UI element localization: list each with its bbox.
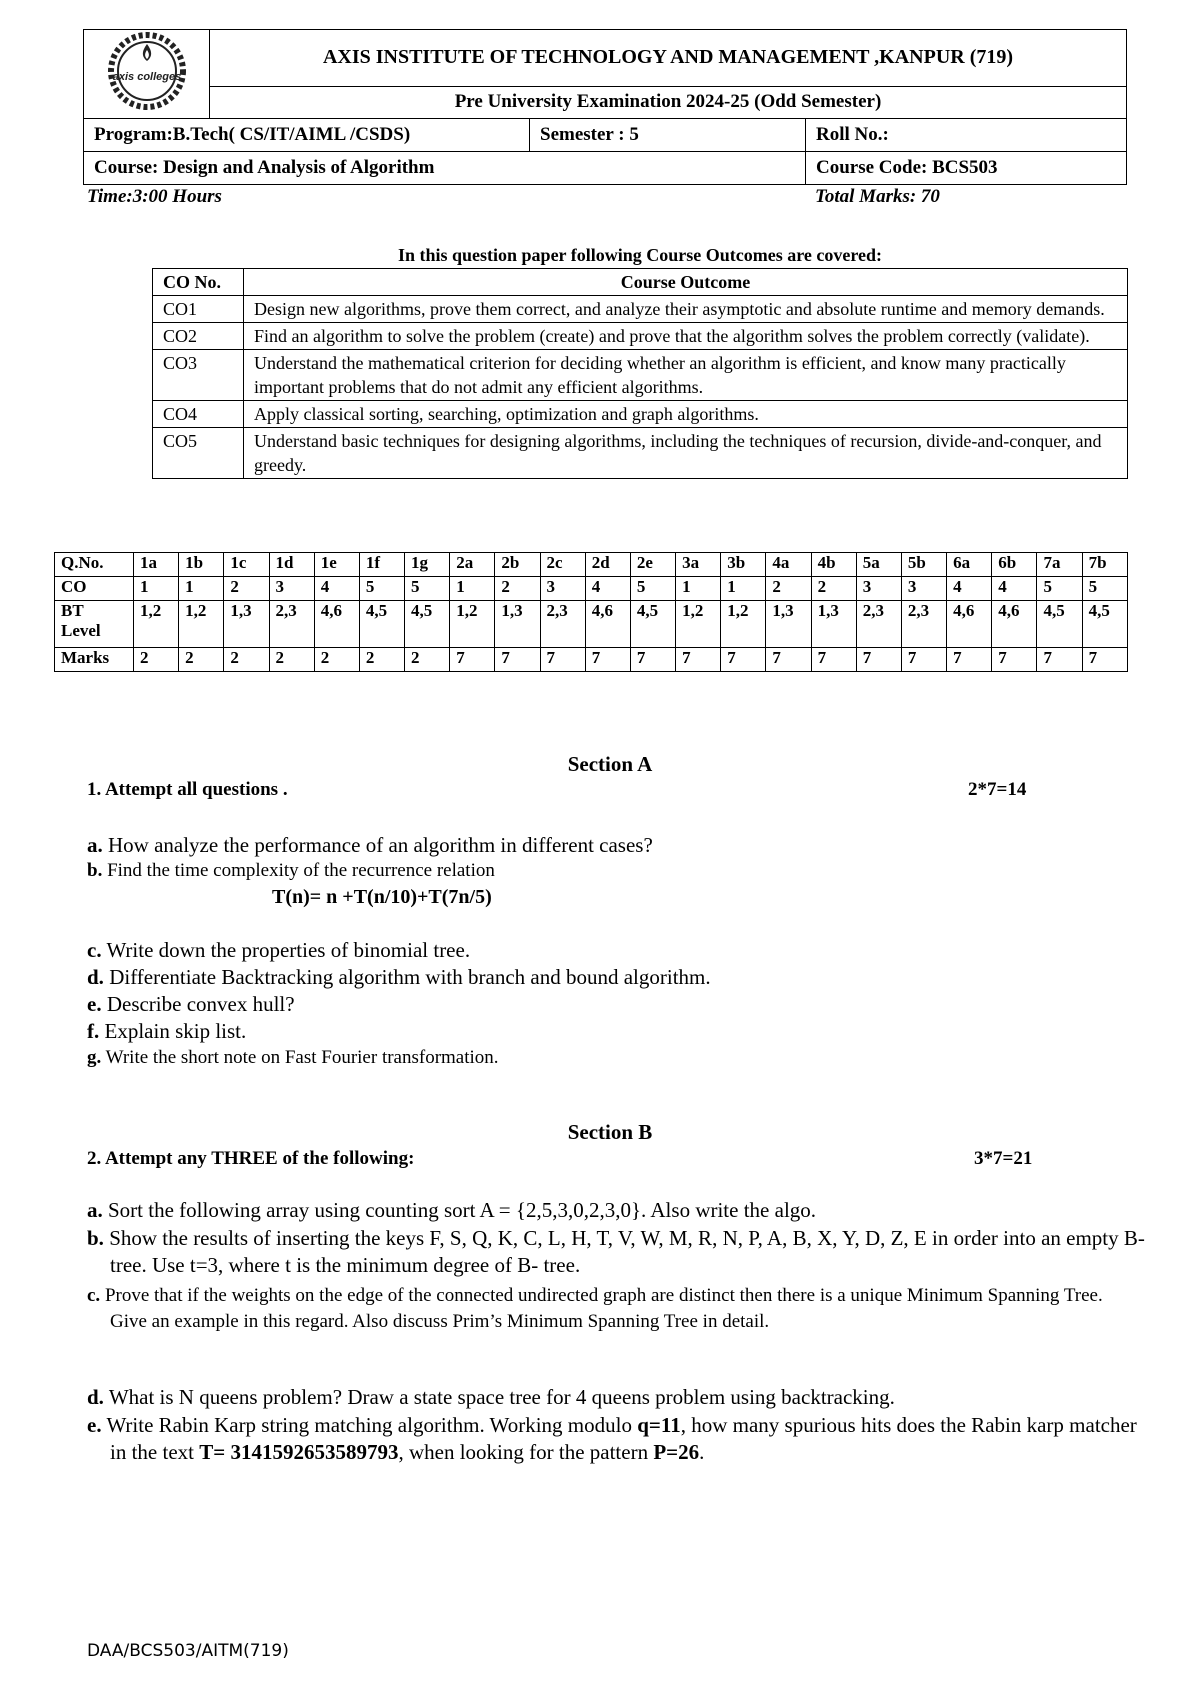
section-a-marks: 2*7=14	[968, 779, 1027, 800]
institute-name: AXIS INSTITUTE OF TECHNOLOGY AND MANAGEMENT ,KANPUR (719)	[210, 30, 1127, 87]
mapping-cell: 1g	[405, 553, 450, 577]
course-code-cell: Course Code: BCS503	[806, 152, 1127, 185]
mapping-cell: 4,5	[359, 601, 404, 648]
mapping-cell: 2b	[495, 553, 540, 577]
co-outcome: Understand basic techniques for designing algorithms, including the techniques of recursion, divide-and-conquer, and greedy.	[244, 428, 1128, 479]
mapping-cell: 7	[811, 648, 856, 672]
co-outcome: Find an algorithm to solve the problem (create) and prove that the algorithm solves the problem correctly (validate).	[244, 323, 1128, 350]
section-b-marks: 3*7=21	[974, 1148, 1033, 1169]
mapping-cell: 4,6	[992, 601, 1037, 648]
mapping-cell: 1	[676, 577, 721, 601]
question-mapping-table	[54, 552, 1128, 672]
mapping-cell: 4b	[811, 553, 856, 577]
mapping-cell: 2	[766, 577, 811, 601]
mapping-cell: 4,5	[630, 601, 675, 648]
mapping-cell: 1,2	[179, 601, 224, 648]
question-2b: b. Show the results of inserting the keys F, S, Q, K, C, L, H, T, V, W, M, R, N, P, A, B, X, Y, D, Z, E in order into an empty B-tree. Use t=3, where t is the minimum degree of B- tree.	[87, 1226, 1145, 1277]
question-1c: c. Write down the properties of binomial tree.	[87, 938, 471, 962]
mapping-cell: 3	[540, 577, 585, 601]
mapping-cell: 2	[314, 648, 359, 672]
qno-row	[55, 553, 1128, 577]
mapping-cell: 1,3	[766, 601, 811, 648]
section-b-title: Section B	[567, 1120, 653, 1144]
mapping-cell: 2	[495, 577, 540, 601]
question-1a: a. How analyze the performance of an algorithm in different cases?	[87, 833, 653, 857]
row-label: BT Level	[55, 601, 134, 648]
question-1f: f. Explain skip list.	[87, 1019, 247, 1043]
mapping-cell: 2	[224, 577, 269, 601]
mapping-cell: 2e	[630, 553, 675, 577]
mapping-cell: 4,6	[314, 601, 359, 648]
mapping-cell: 7	[992, 648, 1037, 672]
mapping-cell: 4	[314, 577, 359, 601]
mapping-cell: 7b	[1082, 553, 1127, 577]
mapping-cell: 2	[179, 648, 224, 672]
mapping-cell: 7	[450, 648, 495, 672]
row-label: Q.No.	[55, 553, 134, 577]
table-row	[153, 350, 1128, 401]
mapping-cell: 2a	[450, 553, 495, 577]
question-2e: e. Write Rabin Karp string matching algorithm. Working modulo q=11, how many spurious hits does the Rabin karp matcher in the text T= 3141592653589793, when looking for the pattern P=26.	[87, 1413, 1137, 1464]
marks-row	[55, 648, 1128, 672]
logo-text: axis colleges	[112, 71, 181, 83]
mapping-cell: 7	[721, 648, 766, 672]
co-no: CO4	[153, 401, 244, 428]
mapping-cell: 1	[721, 577, 766, 601]
co-outcome: Design new algorithms, prove them correct, and analyze their asymptotic and absolute runtime and memory demands.	[244, 296, 1128, 323]
mapping-cell: 7	[901, 648, 946, 672]
row-label: CO	[55, 577, 134, 601]
mapping-cell: 7	[585, 648, 630, 672]
mapping-cell: 2d	[585, 553, 630, 577]
mapping-cell: 3	[856, 577, 901, 601]
mapping-cell: 2	[811, 577, 856, 601]
section-a-title: Section A	[567, 752, 653, 776]
question-1d: d. Differentiate Backtracking algorithm with branch and bound algorithm.	[87, 965, 711, 989]
co-no: CO2	[153, 323, 244, 350]
mapping-cell: 1,3	[495, 601, 540, 648]
mapping-cell: 3b	[721, 553, 766, 577]
mapping-cell: 5	[630, 577, 675, 601]
exam-time: Time:3:00 Hours	[87, 186, 222, 207]
mapping-cell: 2,3	[540, 601, 585, 648]
co-outcome: Understand the mathematical criterion for deciding whether an algorithm is efficient, and know many practically important problems that do not admit any efficient algorithms.	[244, 350, 1128, 401]
mapping-cell: 4,5	[1037, 601, 1082, 648]
program-cell: Program:B.Tech( CS/IT/AIML /CSDS)	[84, 119, 530, 152]
table-row	[153, 401, 1128, 428]
mapping-cell: 2	[224, 648, 269, 672]
co-row	[55, 577, 1128, 601]
mapping-cell: 2	[405, 648, 450, 672]
mapping-cell: 2c	[540, 553, 585, 577]
mapping-cell: 1	[450, 577, 495, 601]
mapping-cell: 1a	[134, 553, 179, 577]
mapping-cell: 1e	[314, 553, 359, 577]
mapping-cell: 1f	[359, 553, 404, 577]
exam-title: Pre University Examination 2024-25 (Odd Semester)	[210, 86, 1127, 118]
mapping-cell: 5	[1037, 577, 1082, 601]
mapping-cell: 1	[179, 577, 224, 601]
mapping-cell: 1,3	[224, 601, 269, 648]
table-row	[153, 428, 1128, 479]
question-1g: g. Write the short note on Fast Fourier transformation.	[87, 1047, 499, 1068]
mapping-cell: 5a	[856, 553, 901, 577]
mapping-cell: 7	[540, 648, 585, 672]
mapping-cell: 7	[676, 648, 721, 672]
question-2c: c. Prove that if the weights on the edge of the connected undirected graph are distinct then there is a unique Minimum Spanning Tree. Give an example in this regard. Also discuss Prim’s Minimum Spanning Tree in detail.	[87, 1285, 1103, 1332]
mapping-cell: 4,5	[405, 601, 450, 648]
mapping-cell: 7a	[1037, 553, 1082, 577]
question-2a: a. Sort the following array using counting sort A = {2,5,3,0,2,3,0}. Also write the algo.	[87, 1198, 817, 1222]
mapping-cell: 1,2	[450, 601, 495, 648]
mapping-cell: 4,5	[1082, 601, 1127, 648]
mapping-cell: 1c	[224, 553, 269, 577]
co-table-caption: In this question paper following Course Outcomes are covered:	[398, 245, 882, 265]
co-no: CO3	[153, 350, 244, 401]
question-2d: d. What is N queens problem? Draw a state space tree for 4 queens problem using backtracking.	[87, 1385, 895, 1409]
mapping-cell: 1,2	[721, 601, 766, 648]
question-1e: e. Describe convex hull?	[87, 992, 295, 1016]
course-cell: Course: Design and Analysis of Algorithm	[84, 152, 806, 185]
question-1b: b. Find the time complexity of the recurrence relation	[87, 860, 495, 881]
co-header-no: CO No.	[153, 269, 244, 296]
mapping-cell: 1,3	[811, 601, 856, 648]
row-label: Marks	[55, 648, 134, 672]
mapping-cell: 2,3	[269, 601, 314, 648]
mapping-cell: 7	[1037, 648, 1082, 672]
mapping-cell: 5	[1082, 577, 1127, 601]
college-logo-icon	[106, 30, 188, 112]
recurrence-formula: T(n)= n +T(n/10)+T(7n/5)	[272, 886, 492, 908]
mapping-cell: 2,3	[856, 601, 901, 648]
mapping-cell: 4,6	[947, 601, 992, 648]
co-outcome: Apply classical sorting, searching, optimization and graph algorithms.	[244, 401, 1128, 428]
mapping-cell: 2	[269, 648, 314, 672]
mapping-cell: 7	[947, 648, 992, 672]
mapping-cell: 5	[359, 577, 404, 601]
mapping-cell: 6b	[992, 553, 1037, 577]
mapping-cell: 2,3	[901, 601, 946, 648]
mapping-cell: 1b	[179, 553, 224, 577]
mapping-cell: 5	[405, 577, 450, 601]
mapping-cell: 7	[495, 648, 540, 672]
mapping-cell: 1	[134, 577, 179, 601]
mapping-cell: 1,2	[676, 601, 721, 648]
mapping-cell: 5b	[901, 553, 946, 577]
mapping-cell: 7	[1082, 648, 1127, 672]
mapping-cell: 6a	[947, 553, 992, 577]
mapping-cell: 3	[269, 577, 314, 601]
mapping-cell: 3a	[676, 553, 721, 577]
mapping-cell: 4,6	[585, 601, 630, 648]
table-row	[153, 296, 1128, 323]
section-a-instruction: 1. Attempt all questions .	[87, 779, 288, 800]
mapping-cell: 4	[947, 577, 992, 601]
semester-cell: Semester : 5	[530, 119, 806, 152]
roll-no-cell: Roll No.:	[806, 119, 1127, 152]
mapping-cell: 4	[585, 577, 630, 601]
section-b-instruction: 2. Attempt any THREE of the following:	[87, 1148, 415, 1169]
logo-cell	[84, 30, 210, 119]
mapping-cell: 1,2	[134, 601, 179, 648]
co-no: CO5	[153, 428, 244, 479]
mapping-cell: 7	[630, 648, 675, 672]
mapping-cell: 1d	[269, 553, 314, 577]
co-no: CO1	[153, 296, 244, 323]
mapping-cell: 2	[359, 648, 404, 672]
mapping-cell: 4a	[766, 553, 811, 577]
mapping-cell: 7	[766, 648, 811, 672]
table-row	[153, 323, 1128, 350]
mapping-cell: 7	[856, 648, 901, 672]
header-table	[83, 29, 1127, 185]
mapping-cell: 3	[901, 577, 946, 601]
bt-row	[55, 601, 1128, 648]
mapping-cell: 2	[134, 648, 179, 672]
total-marks: Total Marks: 70	[815, 186, 940, 207]
page-footer: DAA/BCS503/AITM(719)	[87, 1641, 289, 1661]
co-header-outcome: Course Outcome	[244, 269, 1128, 296]
course-outcome-table	[152, 268, 1128, 479]
mapping-cell: 4	[992, 577, 1037, 601]
